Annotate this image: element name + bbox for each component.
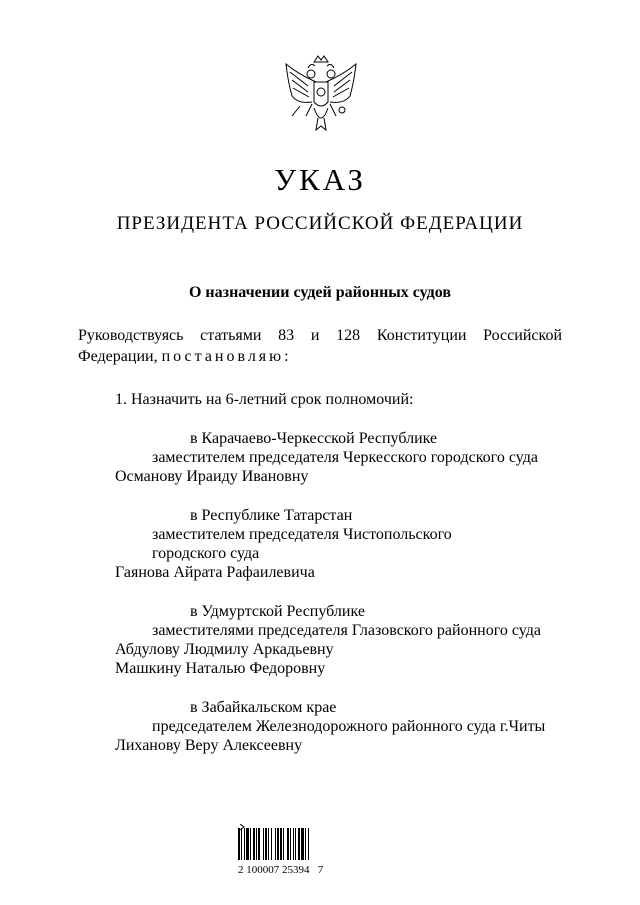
appointment-name: Машкину Наталью Федоровну [115,660,326,677]
item-1: 1. Назначить на 6-летний срок полномочий: [115,391,414,408]
appointment-name: Абдулову Людмилу Аркадьевну [115,641,334,658]
barcode-bars [238,824,314,862]
preamble-line-1: Руководствуясь статьями 83 и 128 Конституции Российской [78,327,562,344]
preamble-prefix: Федерации, [78,348,162,365]
appointment-name: Османову Ираиду Ивановну [115,468,309,485]
appointment-region: в Забайкальском крае [190,699,337,716]
appointment-position: заместителем председателя Чистопольского [152,526,452,543]
appointment-region: в Республике Татарстан [190,507,353,524]
appointment-name: Лиханову Веру Алексеевну [115,737,303,754]
russian-coat-of-arms-icon [278,52,364,148]
appointment-region: в Карачаево-Черкесской Республике [190,430,438,447]
appointment-position: председателем Железнодорожного районного суда г.Читы [152,718,546,735]
appointment-position: городского суда [152,545,260,562]
preamble-line-2 [78,348,292,366]
appointment-region: в Удмуртской Республике [190,603,365,620]
barcode-number: 2 100007 25394 7 [238,864,324,876]
appointment-position: заместителями председателя Глазовского районного суда [152,622,541,639]
barcode [238,824,388,880]
appointment-position: заместителем председателя Черкесского городского суда [152,449,538,466]
document-subtitle: ПРЕЗИДЕНТА РОССИЙСКОЙ ФЕДЕРАЦИИ [116,213,524,234]
preamble-resolution: постановляю: [161,348,292,365]
appointment-name: Гаянова Айрата Рафаилевича [115,564,315,581]
document-title: УКАЗ [274,162,366,197]
document-heading: О назначении судей районных судов [188,284,451,301]
